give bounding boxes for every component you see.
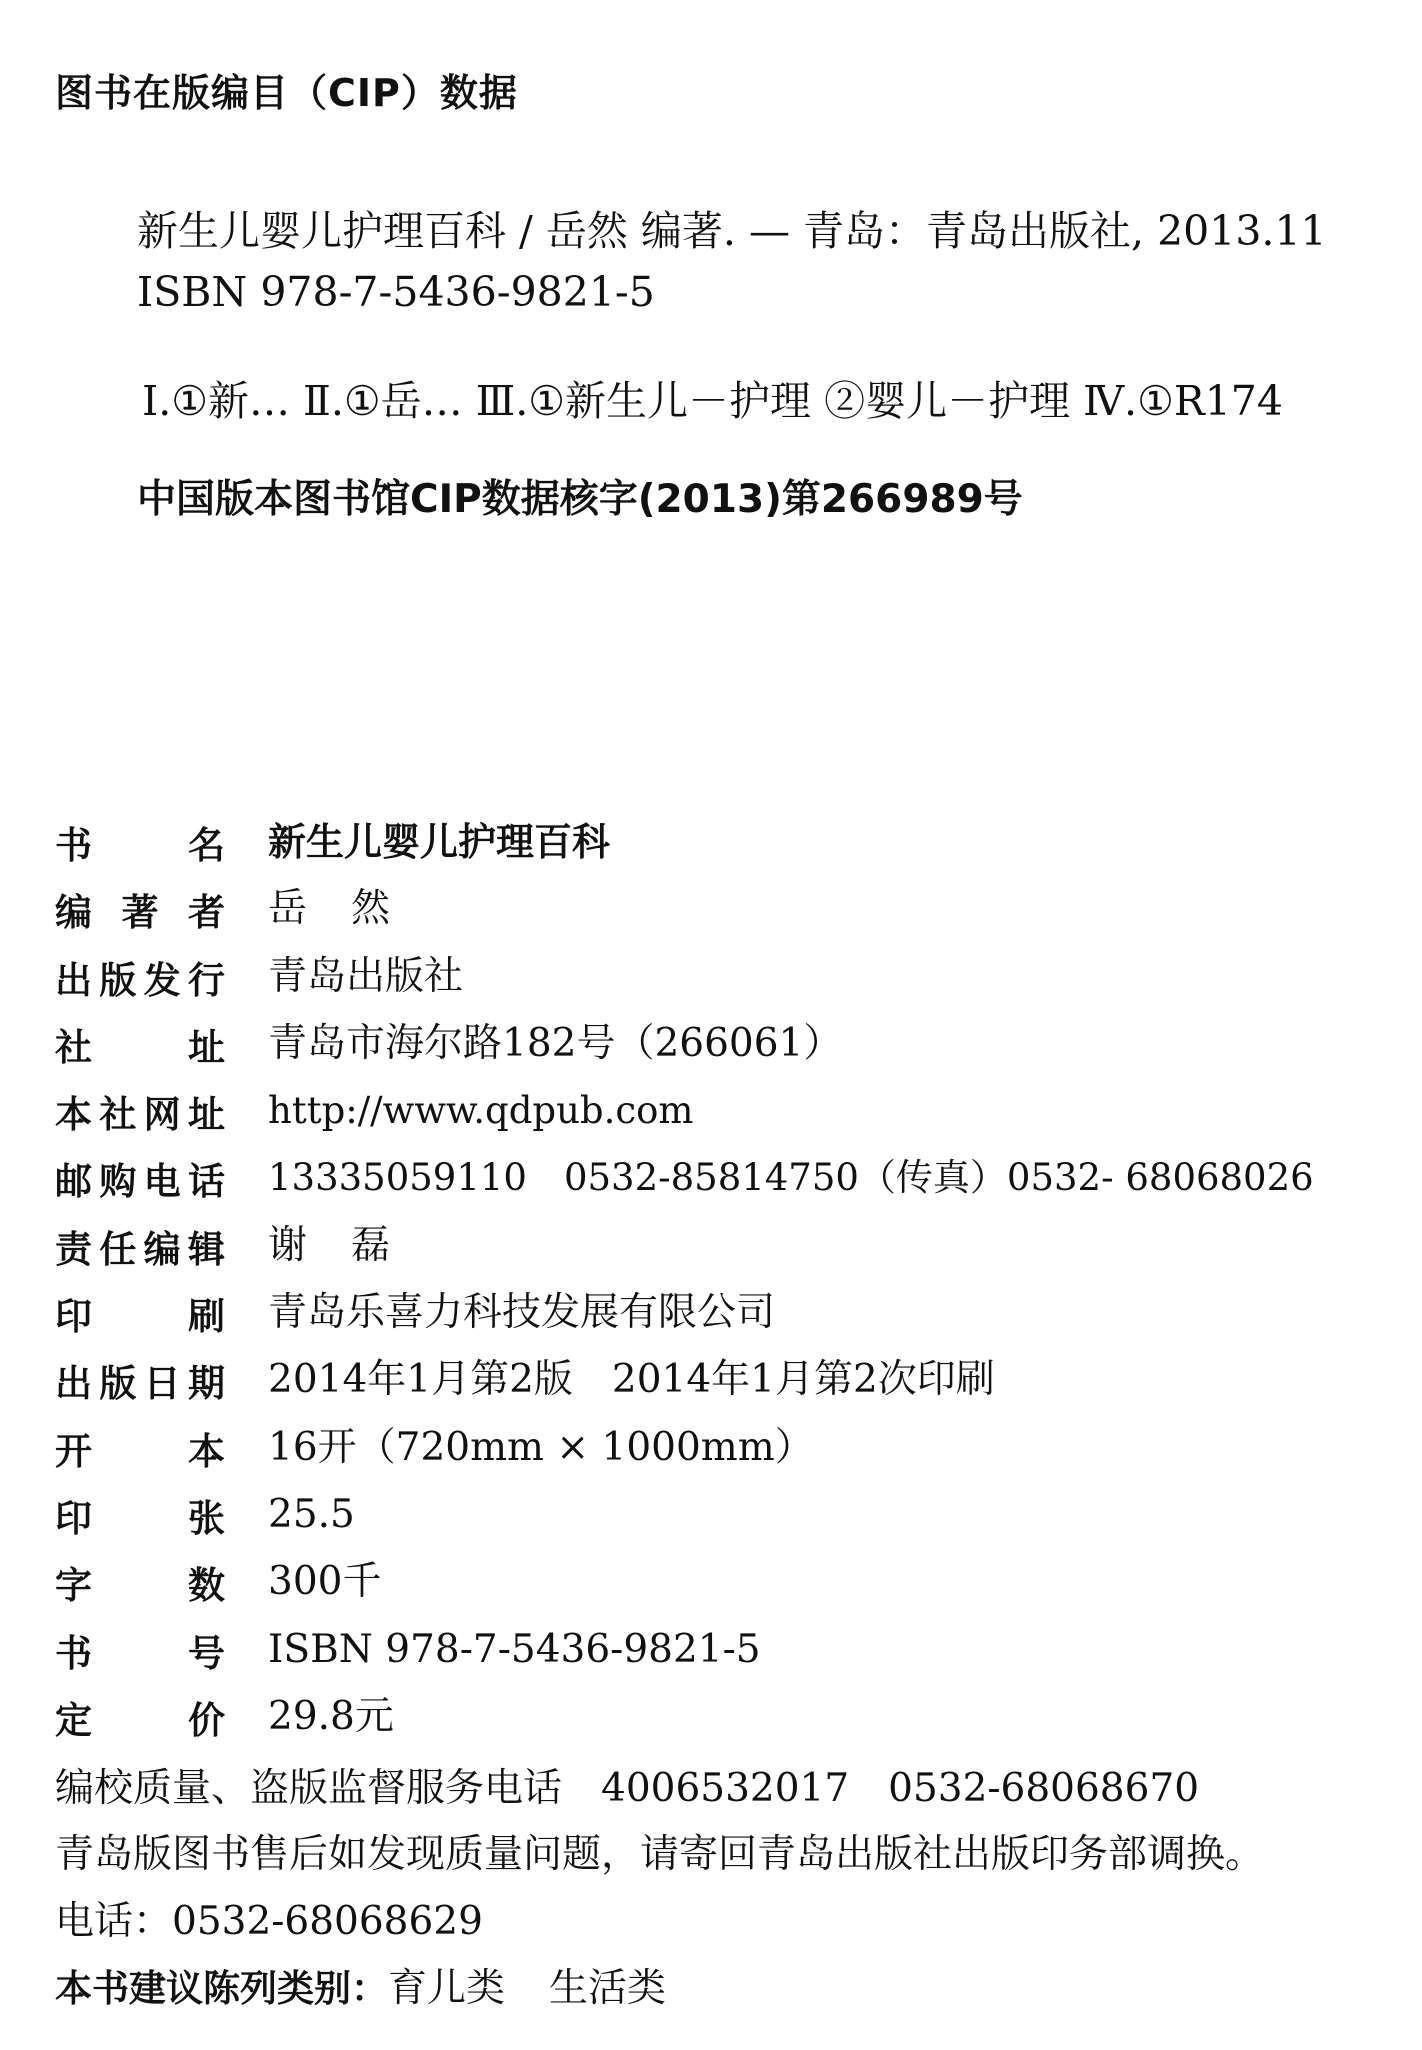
colophon-row-printed-sheets xyxy=(55,1490,1395,1557)
colophon-row-printer xyxy=(55,1288,1395,1355)
shelving-category-value: 生活类 xyxy=(549,1966,667,2011)
colophon-row-publisher xyxy=(55,952,1395,1019)
colophon-row-mail-order xyxy=(55,1153,1395,1220)
colophon-label: 邮 购 电 话 xyxy=(55,1160,225,1204)
colophon-value: 青岛出版社 xyxy=(268,953,464,999)
colophon-row-price xyxy=(55,1692,1395,1759)
colophon-value: 青岛市海尔路182号（266061） xyxy=(268,1020,843,1066)
colophon-label: 印 张 xyxy=(55,1496,225,1540)
colophon-label: 书 名 xyxy=(55,824,225,867)
shelving-category xyxy=(55,1957,666,2013)
colophon-label: 开 本 xyxy=(55,1429,225,1473)
colophon-row-isbn xyxy=(55,1625,1395,1692)
colophon-value: 13335059110 0532-85814750（传真）0532- 68068026 xyxy=(268,1156,1314,1200)
cip-title-author-line: 新生儿婴儿护理百科 / 岳然 编著. — 青岛：青岛出版社, 2013.11 xyxy=(137,207,1327,255)
colophon-label: 社 址 xyxy=(55,1025,225,1069)
colophon-value: 岳 然 xyxy=(268,886,391,932)
colophon-row-website xyxy=(55,1086,1395,1153)
colophon-row-title xyxy=(55,817,1395,884)
colophon-label: 出 版 日 期 xyxy=(55,1362,225,1406)
colophon-label: 责 任 编 辑 xyxy=(55,1227,225,1271)
colophon-label: 书 号 xyxy=(55,1631,225,1675)
colophon-label: 定 价 xyxy=(55,1698,225,1742)
cip-classification-line: Ⅰ.①新… Ⅱ.①岳… Ⅲ.①新生儿－护理 ②婴儿－护理 Ⅳ.①R174 xyxy=(142,377,1283,425)
colophon-table xyxy=(55,817,1395,1759)
colophon-value: 16开（720mm × 1000mm） xyxy=(268,1424,814,1470)
colophon-value: 新生儿婴儿护理百科 xyxy=(268,819,611,864)
quality-hotline: 编校质量、盗版监督服务电话 4006532017 0532-68068670 xyxy=(55,1766,1200,1811)
colophon-row-word-count xyxy=(55,1557,1395,1624)
after-sales-notice: 青岛版图书售后如发现质量问题，请寄回青岛出版社出版印务部调换。 xyxy=(55,1832,1265,1877)
colophon-row-edition-date xyxy=(55,1355,1395,1422)
shelving-category-label: 本书建议陈列类别： xyxy=(55,1967,388,2010)
colophon-row-editor xyxy=(55,1221,1395,1288)
colophon-value: 2014年1月第2版 2014年1月第2次印刷 xyxy=(268,1357,995,1403)
colophon-value: 谢 磊 xyxy=(268,1222,391,1268)
colophon-value: http://www.qdpub.com xyxy=(268,1089,694,1133)
colophon-label: 字 数 xyxy=(55,1564,225,1608)
colophon-row-author xyxy=(55,884,1395,951)
colophon-label: 印 刷 xyxy=(55,1295,225,1339)
colophon-value: 青岛乐喜力科技发展有限公司 xyxy=(268,1290,776,1336)
colophon-value: 29.8元 xyxy=(268,1693,394,1739)
colophon-value: 300千 xyxy=(268,1559,382,1605)
colophon-label: 本 社 网 址 xyxy=(55,1093,225,1137)
colophon-value: ISBN 978-7-5436-9821-5 xyxy=(268,1626,761,1672)
colophon-label: 编 著 者 xyxy=(55,891,225,935)
colophon-label: 出 版 发 行 xyxy=(55,958,225,1002)
colophon-row-address xyxy=(55,1019,1395,1086)
cip-heading: 图书在版编目（CIP）数据 xyxy=(55,71,518,115)
after-sales-phone: 电话：0532-68068629 xyxy=(55,1899,483,1944)
shelving-category-value: 育儿类 xyxy=(388,1966,506,2011)
colophon-row-format xyxy=(55,1423,1395,1490)
cip-isbn-line: ISBN 978-7-5436-9821-5 xyxy=(137,268,655,316)
cip-approval-number: 中国版本图书馆CIP数据核字(2013)第266989号 xyxy=(137,477,1023,522)
colophon-value: 25.5 xyxy=(268,1491,355,1537)
